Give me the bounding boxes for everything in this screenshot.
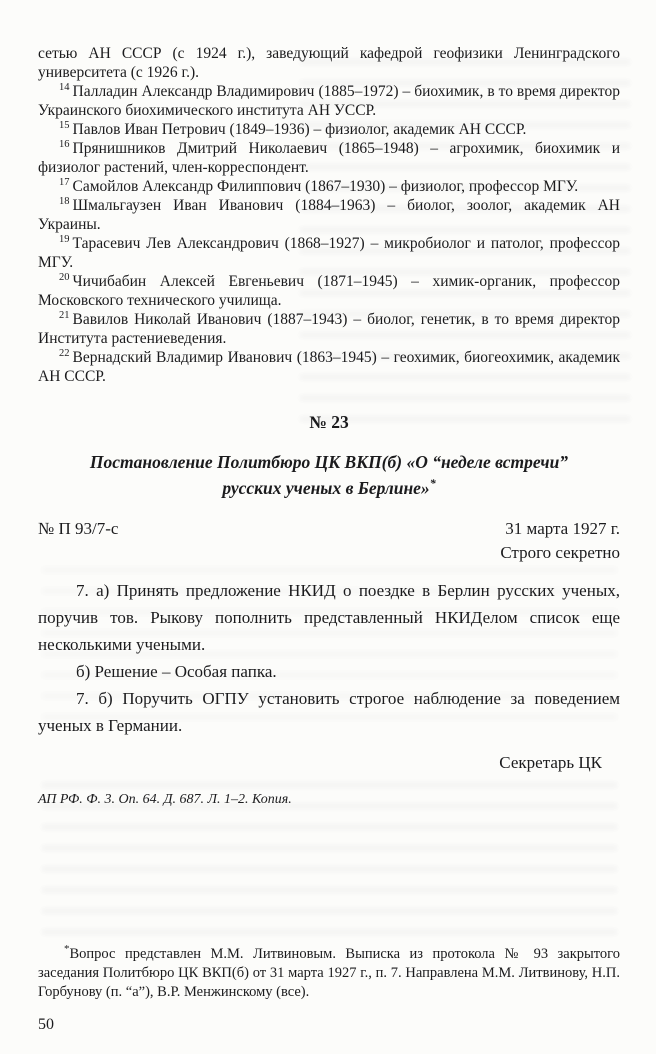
- resolution-paragraph: б) Решение – Особая папка.: [76, 662, 277, 681]
- footnote-number: 14: [59, 81, 70, 93]
- footnote-text: сетью АН СССР (с 1924 г.), заведующий кафедрой геофизики Ленинградского университета (с 1926 г.).: [38, 45, 620, 81]
- footnote-number: 16: [59, 138, 70, 150]
- footnote-continuation: [38, 44, 620, 82]
- footnote-text: Вавилов Николай Иванович (1887–1943) – биолог, генетик, в то время директор Института растениеведения.: [38, 311, 620, 347]
- footnote-text: Вернадский Владимир Иванович (1863–1945) – геохимик, биогеохимик, академик АН СССР.: [38, 349, 620, 385]
- asterisk-mark: *: [64, 943, 70, 956]
- footnote-asterisk: *: [429, 476, 436, 491]
- footnote-number: 21: [59, 309, 70, 321]
- protocol-number: № П 93/7-с: [38, 519, 119, 538]
- footnote-item: [38, 310, 620, 348]
- footnote-text: Прянишников Дмитрий Николаевич (1865–1948) – агрохимик, биохимик и физиолог растений, член-корреспондент.: [38, 140, 620, 176]
- footnote-item: [38, 177, 620, 196]
- footnote-item: [38, 82, 620, 120]
- footnote-item: [38, 272, 620, 310]
- signature-line: Секретарь ЦК: [499, 753, 602, 772]
- date-and-classification: [500, 517, 620, 565]
- document-title-text: Постановление Политбюро ЦК ВКП(б) «О “неделе встречи” русских ученых в Берлине»: [89, 452, 569, 498]
- footnote-text: Чичибабин Алексей Евгеньевич (1871–1945) – химик-органик, профессор Московского технического училища.: [38, 273, 620, 309]
- footnote-text: Палладин Александр Владимирович (1885–1972) – биохимик, в то время директор Украинского биохимического института АН УССР.: [38, 83, 620, 119]
- page-number: 50: [38, 1016, 54, 1033]
- footnote-item: [38, 120, 620, 139]
- footnote-item: [38, 196, 620, 234]
- footnote-number: 20: [59, 271, 70, 283]
- blank-area: [38, 809, 620, 945]
- document-number: № 23: [309, 412, 349, 432]
- editorial-footnote: [38, 945, 620, 1002]
- footnote-item: [38, 348, 620, 386]
- footnote-item: [38, 234, 620, 272]
- resolution-paragraph: 7. б) Поручить ОГПУ установить строгое наблюдение за поведением ученых в Германии.: [38, 689, 620, 735]
- archive-reference: АП РФ. Ф. 3. Оп. 64. Д. 687. Л. 1–2. Копия.: [38, 792, 292, 807]
- footnote-number: 15: [59, 119, 70, 131]
- footnote-text: Шмальгаузен Иван Иванович (1884–1963) – биолог, зоолог, академик АН Украины.: [38, 197, 620, 233]
- footnote-text: Тарасевич Лев Александрович (1868–1927) – микробиолог и патолог, профессор МГУ.: [38, 235, 620, 271]
- footnotes-section: [38, 44, 620, 386]
- footnote-text: Самойлов Александр Филиппович (1867–1930) – физиолог, профессор МГУ.: [72, 178, 579, 195]
- footnote-number: 22: [59, 347, 70, 359]
- classification-stamp: Строго секретно: [500, 543, 620, 562]
- footnote-number: 17: [59, 176, 70, 188]
- footnote-text: Павлов Иван Петрович (1849–1936) – физиолог, академик АН СССР.: [72, 121, 527, 138]
- footnote-item: [38, 139, 620, 177]
- resolution-paragraph: 7. а) Принять предложение НКИД о поездке в Берлин русских ученых, поручив тов. Рыкову пополнить представленный НКИДелом список еще несколькими учеными.: [38, 581, 620, 654]
- document-reference-row: [38, 517, 620, 565]
- editorial-footnote-text: Вопрос представлен М.М. Литвиновым. Выписка из протокола № 93 закрытого заседания Политбюро ЦК ВКП(б) от 31 марта 1927 г., п. 7. Направлена М.М. Литвинову, Н.П. Горбунову (п. “а”), В.Р. Менжинскому (все).: [38, 946, 620, 1000]
- document-title: [69, 449, 589, 501]
- footnote-number: 18: [59, 195, 70, 207]
- document-date: 31 марта 1927 г.: [505, 519, 620, 538]
- footnote-number: 19: [59, 233, 70, 245]
